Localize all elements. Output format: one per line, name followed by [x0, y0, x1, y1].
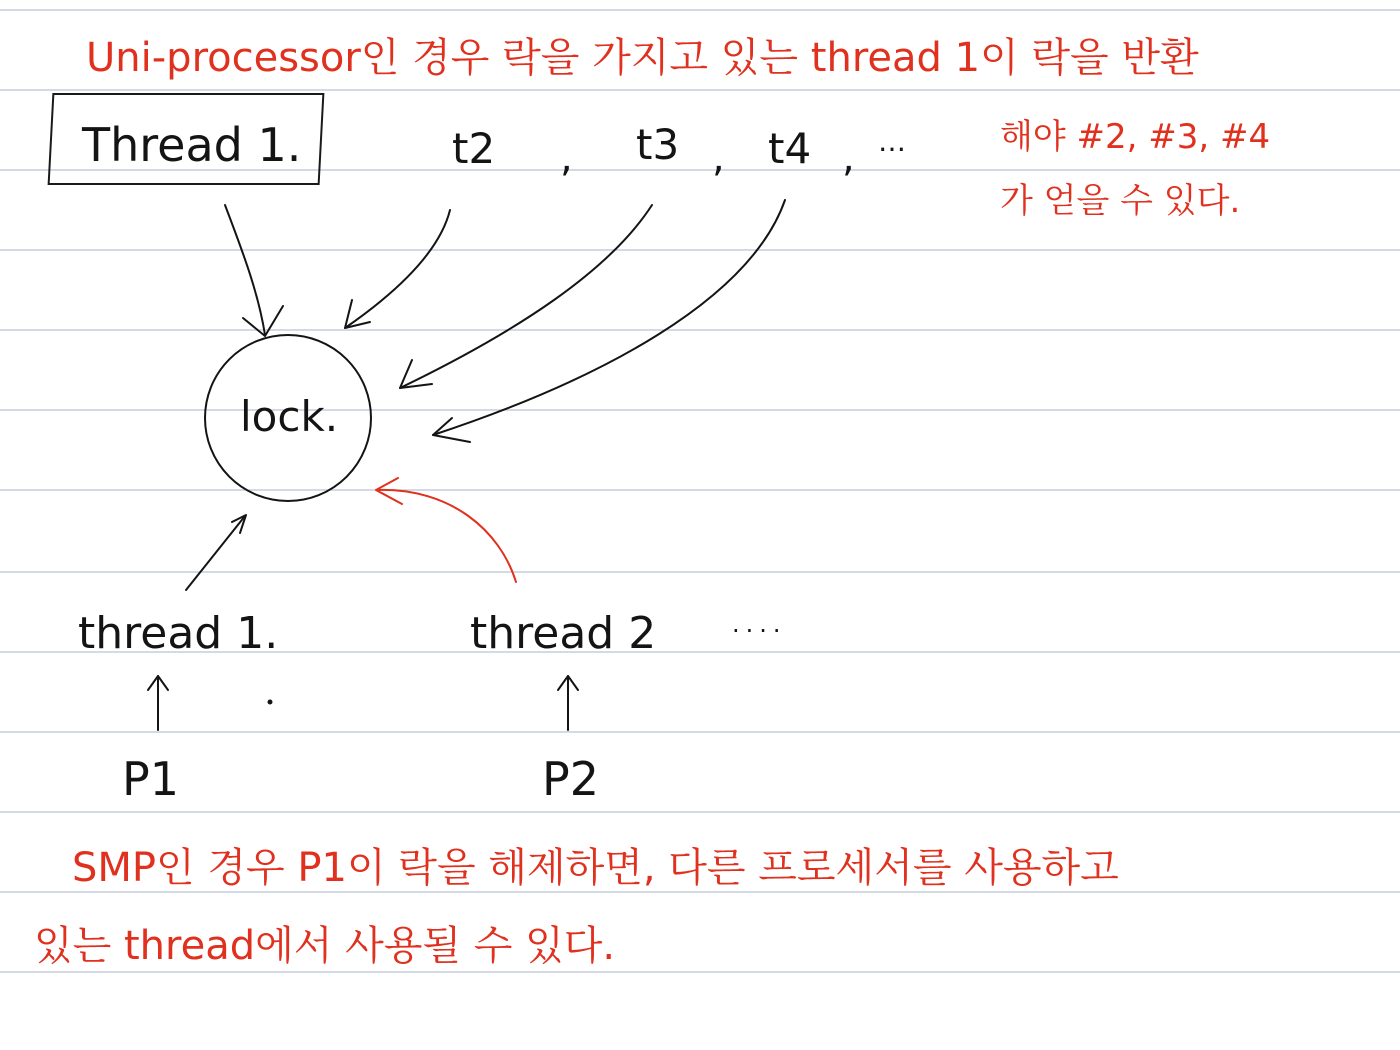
bottom-note-line2: 있는 thread에서 사용될 수 있다. [34, 923, 616, 969]
p1-label: P1 [122, 752, 180, 806]
top-note-line1: Uni-processor인 경우 락을 가지고 있는 thread 1이 락을 반환 [86, 35, 1199, 81]
t2-label: t2 [452, 124, 496, 173]
boxed-thread-label: Thread 1. [82, 118, 302, 172]
bottom-ellipsis: .... [732, 610, 787, 638]
comma-3: , [842, 135, 855, 181]
top-note-line2: 해야 #2, #3, #4 [1000, 117, 1271, 157]
t4-label: t4 [768, 124, 812, 173]
top-ellipsis: … [878, 125, 906, 158]
comma-2: , [712, 135, 725, 181]
t3-label: t3 [636, 120, 680, 169]
arrow-bottom-thread1-to-lock [186, 516, 245, 590]
p2-label: P2 [542, 752, 600, 806]
top-note-line3: 가 얻을 수 있다. [1000, 181, 1241, 221]
arrow-t4-to-lock [433, 200, 785, 435]
lock-label: lock. [240, 392, 339, 441]
bottom-note-line1: SMP인 경우 P1이 락을 해제하면, 다른 프로세서를 사용하고 [72, 845, 1119, 891]
arrow-thread2-to-lock [378, 490, 516, 582]
comma-1: , [560, 135, 573, 181]
thread2-label: thread 2 [470, 608, 657, 659]
arrow-t2-to-lock [345, 210, 450, 328]
thread1-label: thread 1. [78, 608, 279, 659]
arrow-thread1-to-lock [225, 205, 265, 335]
